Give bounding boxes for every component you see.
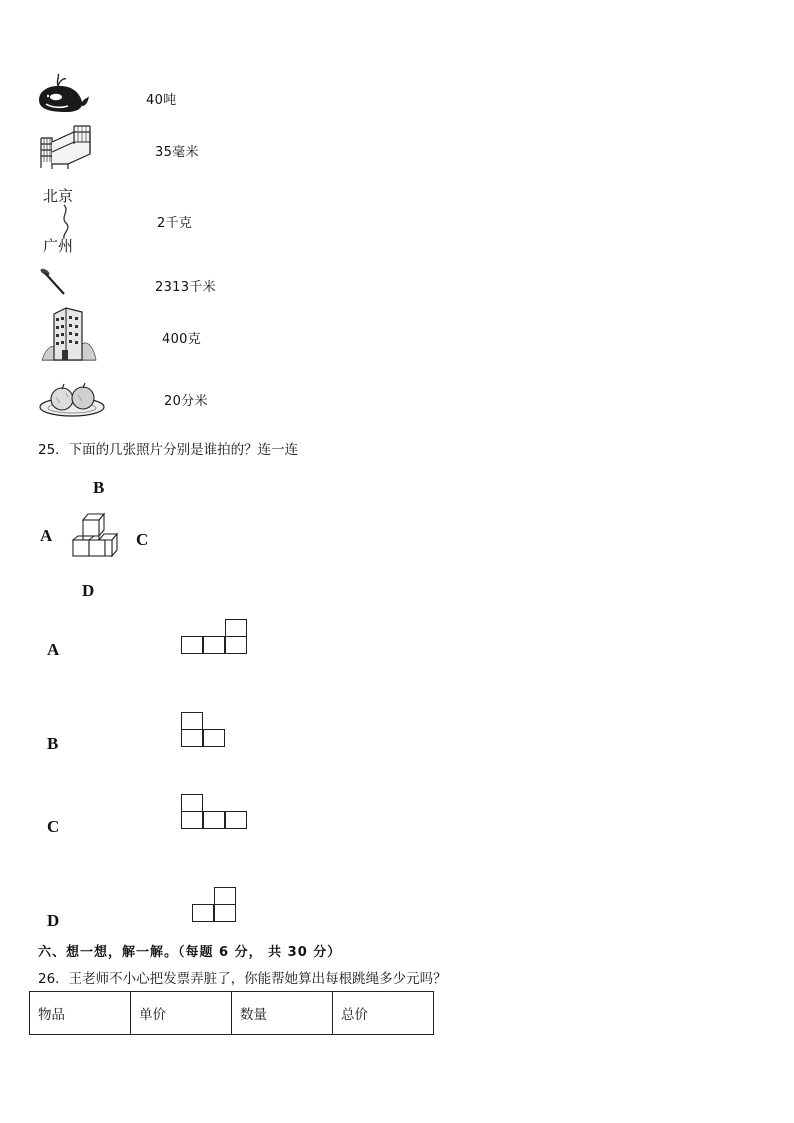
viewpoint-left-label: A xyxy=(40,526,53,545)
map-label-beijing: 北京 xyxy=(43,187,74,205)
section-6-heading: 六、想一想，解一解。（每题 6 分， 共 30 分） xyxy=(38,945,342,960)
view-row-label: B xyxy=(47,734,59,753)
table-row xyxy=(30,992,434,1035)
building-icon xyxy=(38,304,100,362)
unit-label: 400克 xyxy=(162,332,202,347)
map-label-guangzhou: 广州 xyxy=(43,237,74,255)
table-header-cell: 数量 xyxy=(232,992,333,1035)
nail-icon xyxy=(38,267,68,297)
view-figure-b xyxy=(181,712,229,750)
table-header-cell: 单价 xyxy=(131,992,232,1035)
view-figure-a xyxy=(181,619,251,657)
unit-label: 20分米 xyxy=(164,394,208,409)
unit-label: 2313千米 xyxy=(155,280,216,295)
invoice-table xyxy=(29,991,434,1035)
unit-label: 2千克 xyxy=(157,216,193,231)
route-map-icon xyxy=(40,183,84,257)
question-25-text: 25．下面的几张照片分别是谁拍的？连一连 xyxy=(38,442,299,458)
table-header-cell: 物品 xyxy=(30,992,131,1035)
apples-plate-icon xyxy=(38,381,106,419)
table-header-cell: 总价 xyxy=(333,992,434,1035)
viewpoint-right-label: C xyxy=(136,530,149,549)
view-figure-d xyxy=(192,887,240,925)
unit-label: 40吨 xyxy=(146,93,177,108)
view-row-label: D xyxy=(47,911,60,930)
whale-icon xyxy=(36,72,90,116)
unit-label: 35毫米 xyxy=(155,145,199,160)
bed-icon xyxy=(38,124,92,170)
cube-stack-figure xyxy=(70,510,122,566)
viewpoint-bottom-label: D xyxy=(82,581,95,600)
viewpoint-top-label: B xyxy=(93,478,105,497)
view-row-label: C xyxy=(47,817,60,836)
question-26-text: 26．王老师不小心把发票弄脏了，你能帮她算出每根跳绳多少元吗？ xyxy=(38,971,447,987)
view-figure-c xyxy=(181,794,251,832)
view-row-label: A xyxy=(47,640,60,659)
